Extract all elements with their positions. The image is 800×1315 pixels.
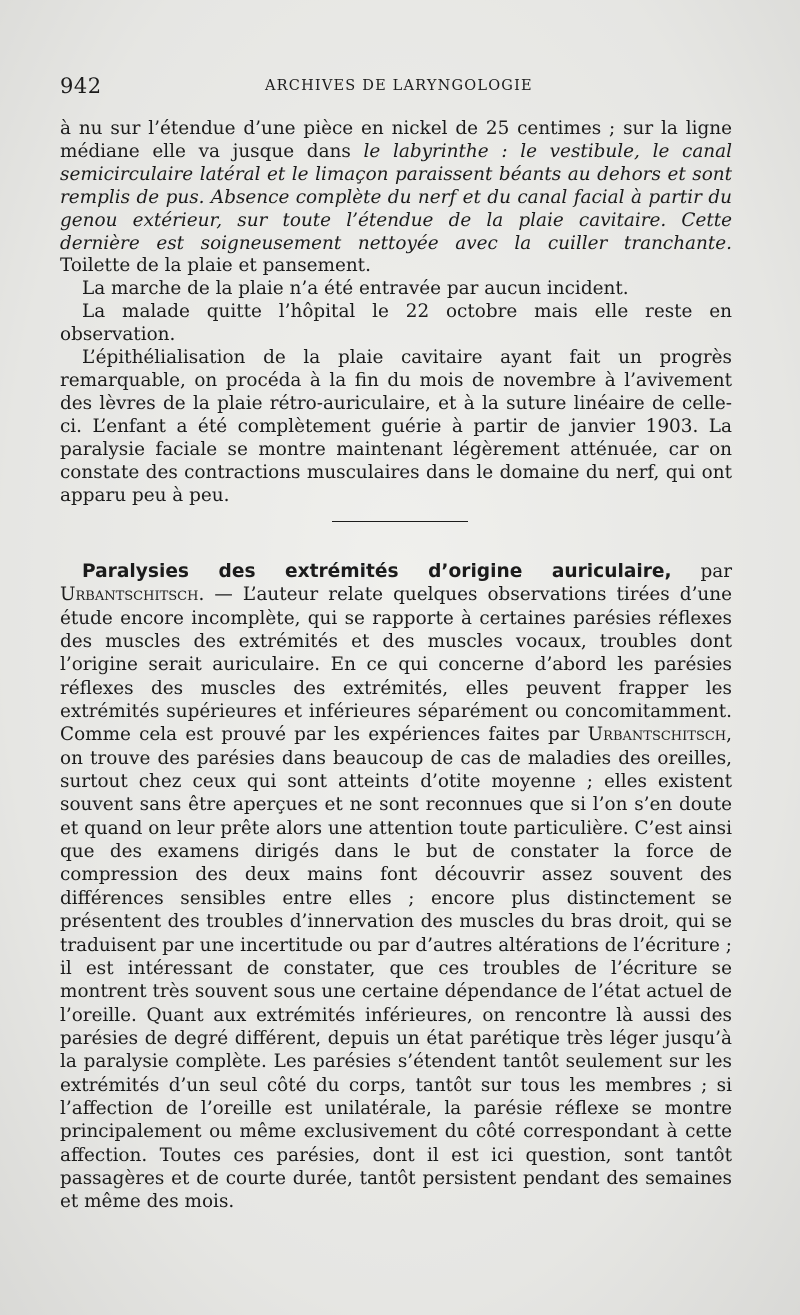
section-divider bbox=[332, 521, 468, 522]
text-run: Toilette de la plaie et pansement. bbox=[60, 255, 371, 277]
text-run: . — L’auteur relate quelques observations tirées d’une étude encore incomplète, qui se rapporte à certaines parésies réflexes des muscles des extrémités et des muscles vocaux, troubles dont l’origine serait auriculaire. En ce qui concerne d’abord les parésies réflexes des muscles des extrémités, elles peuvent frapper les extrémités supérieures et inférieures séparément ou concomitamment. Comme cela est prouvé par les expériences faites par bbox=[60, 584, 732, 746]
article-body bbox=[60, 560, 732, 1214]
italic-text-run: le labyrinthe : le vestibule, le canal semicirculaire latéral et le limaçon paraissent béants au dehors et sont remplis de pus. Absence complète du nerf et du canal facial à partir du genou extérieur, sur toute l’étendue de la plaie cavitaire. Cette dernière est soigneusement nettoyée avec la cuiller tranchante. bbox=[60, 140, 732, 254]
page-header bbox=[60, 74, 740, 98]
paragraph-course: La marche de la plaie n’a été entravée par aucun incident. bbox=[82, 278, 629, 300]
article-paralysies bbox=[60, 560, 732, 1214]
running-title: ARCHIVES DE LARYNGOLOGIE bbox=[265, 78, 533, 94]
paragraph-discharge: La malade quitte l’hôpital le 22 octobre mais elle reste en observation. bbox=[60, 301, 732, 346]
text-run: par bbox=[671, 561, 733, 582]
case-report-continuation bbox=[60, 118, 732, 507]
article-title: Paralysies des extrémités d’origine auriculaire, bbox=[82, 561, 672, 582]
text-run: , on trouve des parésies dans beaucoup de cas de maladies des oreilles, surtout chez ceux qui sont atteints d’otite moyenne ; elles existent souvent sans être aperçues et ne sont reconnues que si l’on s’en doute et quand on leur prête alors une attention toute particulière. C’est ainsi que des examens dirigés dans le but de constater la force de compression des deux mains font découvrir assez souvent des différences sensibles entre elles ; encore plus distinctement se présentent des troubles d’innervation des muscles du bras droit, qui se traduisent par une incertitude ou par d’autres altérations de l’écriture ; il est intéressant de constater, que ces troubles de l’écriture se montrent très souvent sous une certaine dépendance de l’état actuel de l’oreille. Quant aux extrémités inférieures, on rencontre là aussi des parésies de degré différent, depuis un état parétique très léger jusqu’à la paralysie complète. Les parésies s’étendent tantôt seulement sur les extrémités d’un seul côté du corps, tantôt sur tous les membres ; si l’affection de l’oreille est unilatérale, la parésie réflexe se montre principalement ou même exclusivement du côté correspondant à cette affection. Toutes ces parésies, dont il est ici question, sont tantôt passagères et de courte durée, tantôt persistent pendant des semaines et même des mois. bbox=[60, 724, 732, 1213]
page-number: 942 bbox=[60, 74, 102, 98]
text-run: à nu sur l’étendue d’une pièce en nickel de 25 centimes ; sur la ligne médiane elle va jusque dans bbox=[60, 118, 732, 162]
author-name: Urbantschitsch bbox=[587, 724, 727, 746]
paragraph-outcome: L’épithélialisation de la plaie cavitaire ayant fait un progrès remarquable, on procéda à la fin du mois de novembre à l’avivement des lèvres de la plaie rétro-auriculaire, et à la suture linéaire de celle-ci. L’enfant a été complètement guérie à partir de janvier 1903. La paralysie faciale se montre maintenant légèrement atténuée, car on constate des contractions musculaires dans le domaine du nerf, qui ont apparu peu à peu. bbox=[60, 347, 732, 506]
paragraph-operation bbox=[60, 118, 732, 278]
author-name: Urbantschitsch bbox=[60, 584, 199, 606]
